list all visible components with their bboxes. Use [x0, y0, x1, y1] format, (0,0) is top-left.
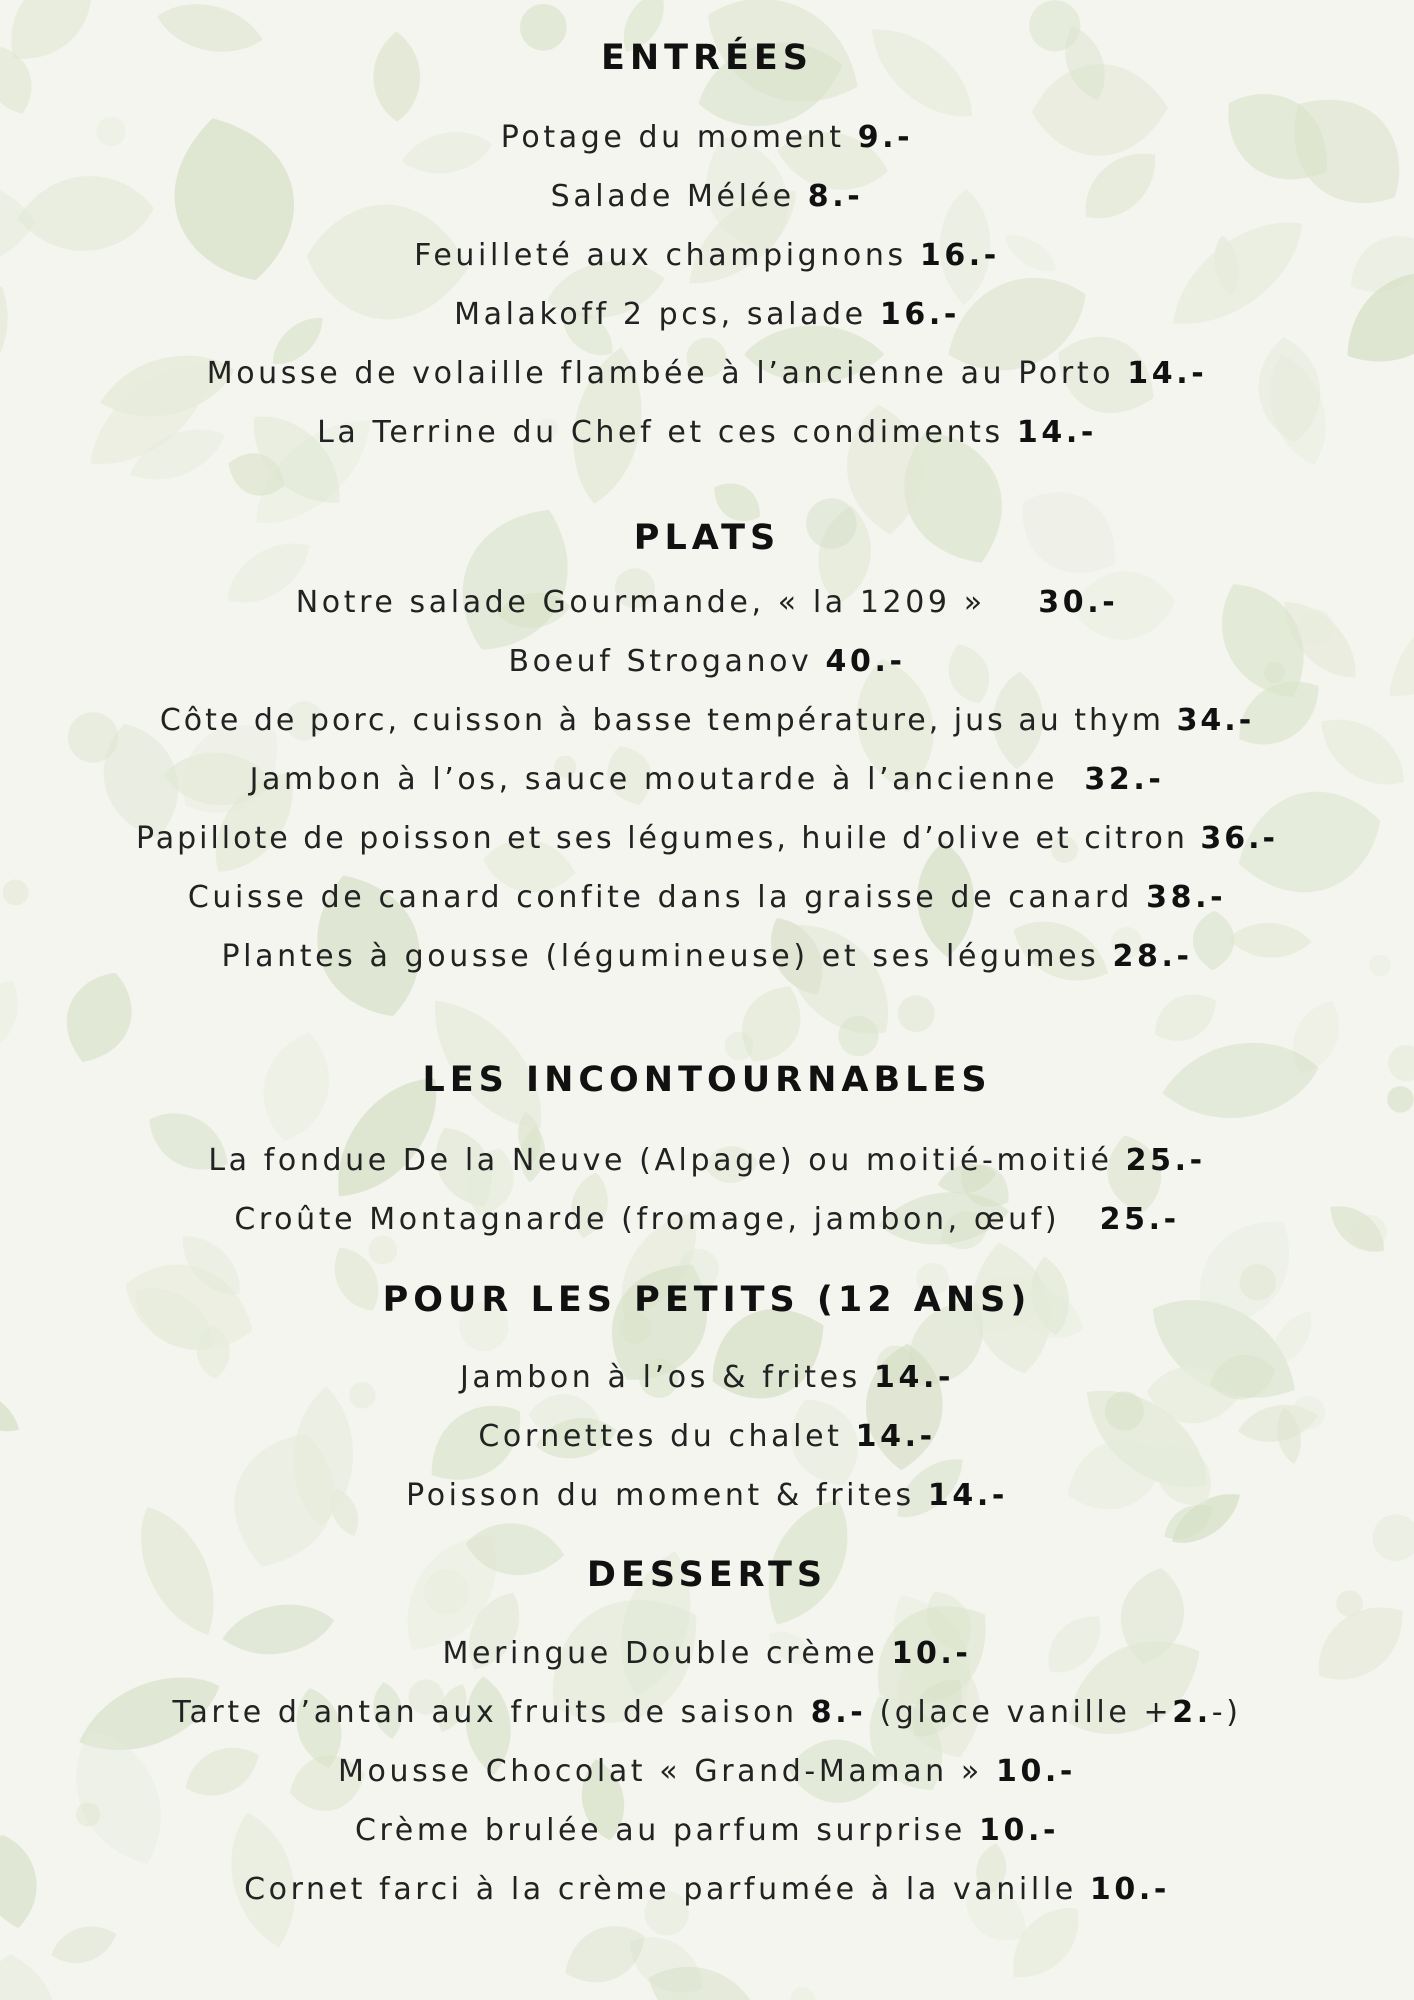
section-heading-petits: POUR LES PETITS (12 ANS) [382, 1280, 1032, 1320]
menu-item [0, 1360, 1414, 1395]
item-label: La Terrine du Chef et ces condiments [317, 415, 1004, 450]
section-heading-desserts: DESSERTS [586, 1555, 828, 1595]
item-price: 25.- [1099, 1202, 1180, 1237]
section-heading-entrees: ENTRÉES [600, 38, 814, 78]
menu-item [0, 762, 1414, 797]
item-price: 14.- [927, 1478, 1008, 1513]
menu-item [0, 1813, 1414, 1848]
item-label: Notre salade Gourmande, « la 1209 » [295, 585, 1026, 620]
item-label: Mousse Chocolat « Grand-Maman » [338, 1754, 983, 1789]
item-label: Feuilleté aux champignons [414, 238, 907, 273]
item-label: Mousse de volaille flambée à l’ancienne au Porto [206, 356, 1115, 391]
item-label: Malakoff 2 pcs, salade [454, 297, 867, 332]
item-price: 14.- [855, 1419, 936, 1454]
item-label: Côte de porc, cuisson à basse température, jus au thym [159, 703, 1165, 738]
item-price: 9.- [857, 120, 914, 155]
item-price: 40.- [825, 644, 906, 679]
item-label: Cornettes du chalet [478, 1419, 843, 1454]
menu-item [0, 1419, 1414, 1454]
item-price: 16.- [879, 297, 960, 332]
item-label: Jambon à l’os, sauce moutarde à l’ancienne [249, 762, 1072, 797]
menu-item [0, 1143, 1414, 1178]
item-price: 10.- [1089, 1872, 1170, 1907]
menu-item [0, 1478, 1414, 1513]
item-price: 36.- [1200, 821, 1279, 856]
menu-item [0, 415, 1414, 450]
menu-item [0, 939, 1414, 974]
item-price: 16.- [919, 238, 1000, 273]
menu-item [0, 1754, 1414, 1789]
menu-item [0, 179, 1414, 214]
item-label: La fondue De la Neuve (Alpage) ou moitié-moitié [208, 1143, 1113, 1178]
section-heading-incontournables: LES INCONTOURNABLES [422, 1060, 992, 1100]
menu-item [0, 1695, 1414, 1730]
item-price: 32.- [1084, 762, 1165, 797]
item-label: Boeuf Stroganov [508, 644, 813, 679]
item-label: Papillote de poisson et ses légumes, huile d’olive et citron [135, 821, 1188, 856]
item-label: Jambon à l’os & frites [459, 1360, 861, 1395]
item-price: 8.- [810, 1695, 867, 1730]
item-extra-price: 2. [1172, 1695, 1212, 1730]
item-price: 10.- [995, 1754, 1076, 1789]
item-label: Poisson du moment & frites [406, 1478, 915, 1513]
item-price: 34.- [1176, 703, 1255, 738]
item-price: 10.- [979, 1813, 1060, 1848]
menu-item [0, 703, 1414, 738]
item-label: Cornet farci à la crème parfumée à la vanille [244, 1872, 1077, 1907]
item-label: Meringue Double crème [442, 1636, 879, 1671]
item-price: 25.- [1125, 1143, 1206, 1178]
item-note: (glace vanille + [866, 1695, 1173, 1730]
menu-item [0, 238, 1414, 273]
item-label: Tarte d’antan aux fruits de saison [172, 1695, 798, 1730]
item-price: 38.- [1146, 880, 1227, 915]
item-label: Croûte Montagnarde (fromage, jambon, œuf) [234, 1202, 1087, 1237]
menu-item [0, 120, 1414, 155]
menu-item [0, 1636, 1414, 1671]
item-price: 8.- [807, 179, 864, 214]
menu-item [0, 880, 1414, 915]
item-label: Potage du moment [500, 120, 845, 155]
menu-item [0, 585, 1414, 620]
item-label: Crème brulée au parfum surprise [354, 1813, 966, 1848]
item-price: 14.- [1016, 415, 1097, 450]
menu-item [0, 297, 1414, 332]
menu-item [0, 1202, 1414, 1237]
item-note-end: -) [1211, 1695, 1242, 1730]
item-label: Cuisse de canard confite dans la graisse de canard [187, 880, 1133, 915]
item-price: 14.- [1127, 356, 1208, 391]
item-price: 28.- [1112, 939, 1193, 974]
menu-item [0, 821, 1414, 856]
menu-item [0, 1872, 1414, 1907]
item-label: Salade Mélée [550, 179, 795, 214]
item-price: 30.- [1038, 585, 1119, 620]
item-label: Plantes à gousse (légumineuse) et ses légumes [221, 939, 1100, 974]
item-price: 14.- [874, 1360, 955, 1395]
menu-item [0, 356, 1414, 391]
section-heading-plats: PLATS [633, 518, 781, 558]
item-price: 10.- [891, 1636, 972, 1671]
menu-item [0, 644, 1414, 679]
